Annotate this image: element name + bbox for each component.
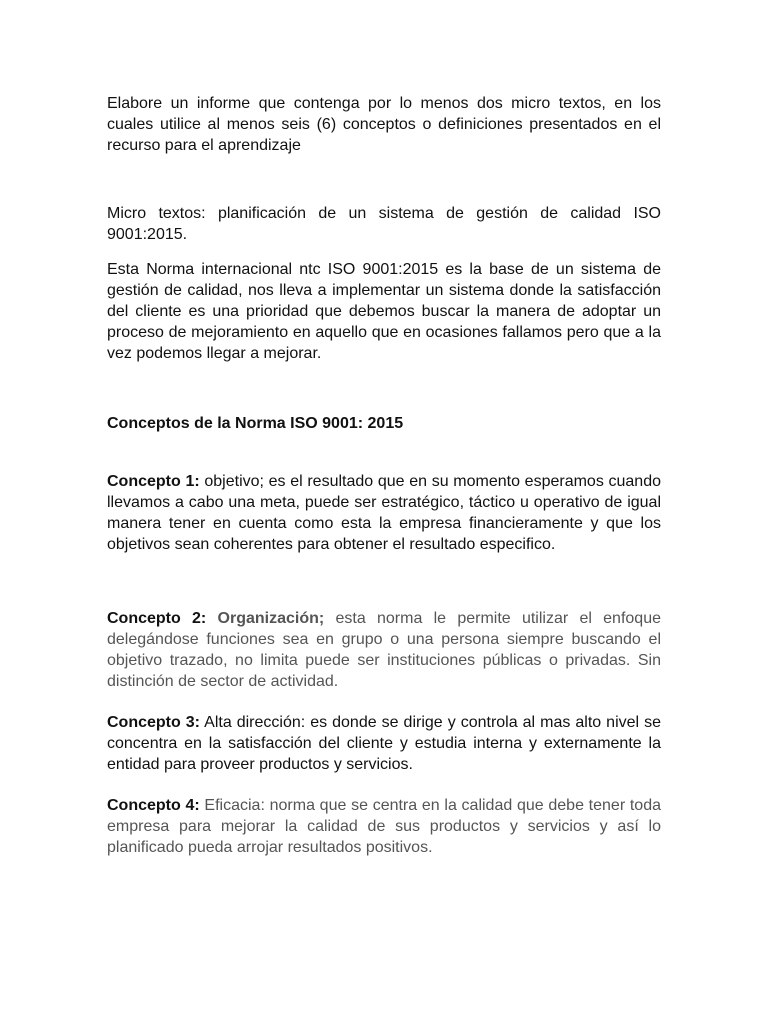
micro-texts-title: Micro textos: planificación de un sistema de gestión de calidad ISO 9001:2015. <box>107 205 661 243</box>
concept-1-label: Concepto 1: <box>107 473 200 490</box>
concept-4-body: Eficacia: norma que se centra en la calidad que debe tener toda empresa para mejorar la calidad de sus productos y servicios y así lo planificado pueda arrojar resultados positivos. <box>107 797 661 856</box>
concept-3-paragraph <box>107 712 661 775</box>
concept-2-paragraph <box>107 608 661 692</box>
concept-3-label: Concepto 3: <box>107 714 201 731</box>
concept-4-paragraph <box>107 795 661 858</box>
micro-texts-body: Esta Norma internacional ntc ISO 9001:2015 es la base de un sistema de gestión de calidad, nos lleva a implementar un sistema donde la satisfacción del cliente es una prioridad que debemos buscar la manera de adoptar un proceso de mejoramiento en aquello que en ocasiones fallamos pero que a la vez podemos llegar a mejorar. <box>107 261 661 362</box>
concept-1-paragraph <box>107 471 661 555</box>
intro-paragraph: Elabore un informe que contenga por lo menos dos micro textos, en los cuales utilice al menos seis (6) conceptos o definiciones presentados en el recurso para el aprendizaje <box>107 95 661 154</box>
concept-4-label: Concepto 4: <box>107 797 200 814</box>
concept-2-term: Organización; <box>206 610 325 627</box>
concept-3-body: Alta dirección: es donde se dirige y controla al mas alto nivel se concentra en la satisfacción del cliente y estudia interna y externamente la entidad para proveer productos y servicios. <box>107 714 661 773</box>
concepts-heading: Conceptos de la Norma ISO 9001: 2015 <box>107 415 404 432</box>
concept-2-label: Concepto 2: <box>107 610 207 627</box>
concept-1-body: objetivo; es el resultado que en su momento esperamos cuando llevamos a cabo una meta, puede ser estratégico, táctico u operativo de igual manera tener en cuenta como esta la empresa financieramente y que los objetivos sean coherentes para obtener el resultado especifico. <box>107 473 661 553</box>
concept-2-body: esta norma le permite utilizar el enfoque delegándose funciones sea en grupo o una persona siempre buscando el objetivo trazado, no limita puede ser instituciones públicas o privadas. Sin distinción de sector de actividad. <box>107 610 661 690</box>
